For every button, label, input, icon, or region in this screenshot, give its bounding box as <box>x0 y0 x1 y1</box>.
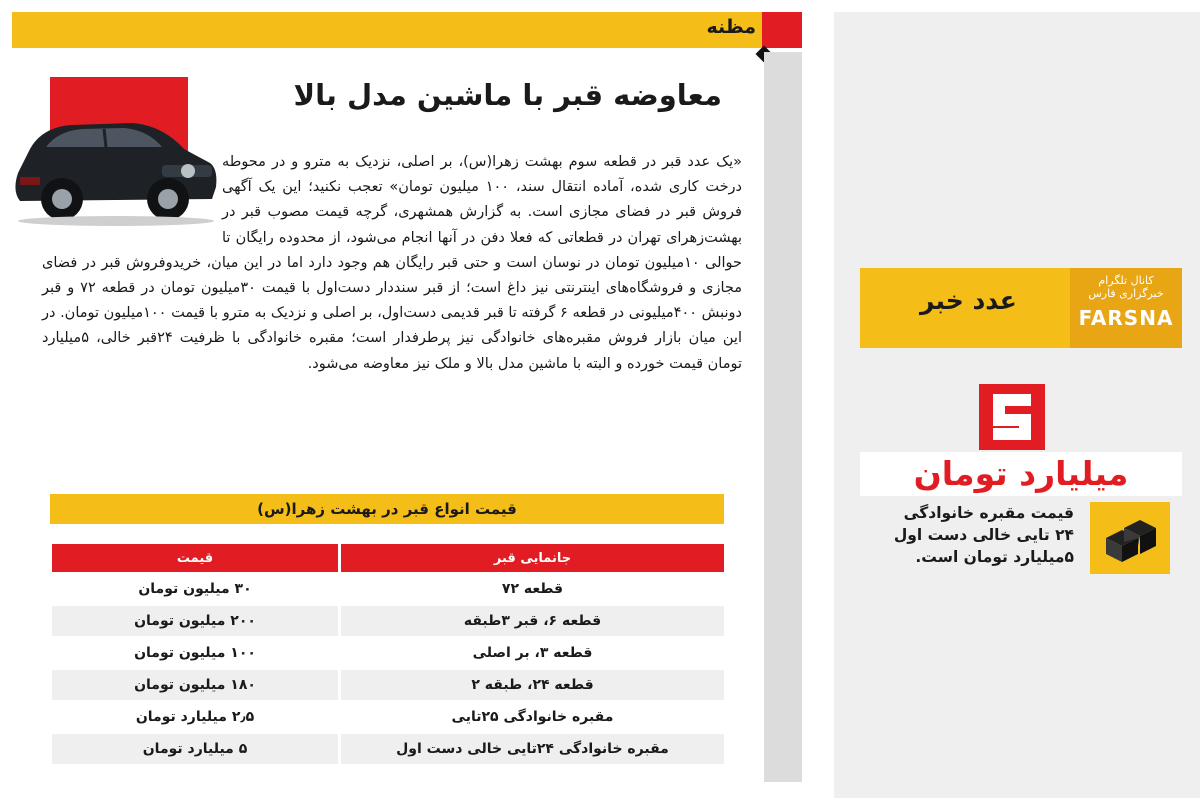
cell-location: قطعه ۷۲ <box>338 574 724 604</box>
article-body-text: «یک عدد قبر در قطعه سوم بهشت زهرا(س)، بر اصلی، نزدیک به مترو و در محوطه درخت کاری شده، آماده انتقال سند، ۱۰۰ میلیون تومان» تعجب نکنید؛ این یک آگهی فروش قبر در فضای مجازی است. به گزارش همشهری، گرچه قیمت مصوب قبر در بهشت‌زهرای تهران در قطعاتی که فعلا دفن در آنها انجام می‌شود، از محدوده رایگان تا حوالی ۱۰میلیون تومان در نوسان است و حتی قبر رایگان هم وجود دارد اما در این میان، خریدوفروش قبر در فضای مجازی و فروشگاه‌های اینترنتی نیز داغ است؛ از قبر سنددار دست‌اول با قیمت ۳۰میلیون تومان در قطعه ۷۲ و قبر دونبش ۴۰۰میلیونی در قطعه ۶ گرفته تا قبر قدیمی دست‌اول، بر اصلی و نزدیک به مترو با قیمت ۱۰۰میلیون تومان. در این میان بازار فروش مقبره‌های خانوادگی نیز پرطرفدار است؛ مقبره خانوادگی با ظرفیت ۲۴قبر خالی، ۵میلیارد تومان قیمت خورده و البته با ماشین مدل بالا و ملک نیز معاوضه می‌شود. <box>42 154 742 372</box>
table-row <box>52 734 724 764</box>
channel-line1: کانال تلگرام <box>1098 274 1154 287</box>
table-row <box>52 606 724 636</box>
header-price: قیمت <box>52 544 338 572</box>
cell-location: قطعه ۶، قبر ۳طبقه <box>338 606 724 636</box>
table-row <box>52 574 724 604</box>
unit-text: میلیارد تومان <box>913 454 1129 493</box>
cell-price: ۲٫۵ میلیارد تومان <box>135 709 255 725</box>
cell-location: مقبره خانوادگی ۲۵تایی <box>338 702 724 732</box>
table-title: قیمت انواع قبر در بهشت زهرا(س) <box>50 494 724 524</box>
price-table <box>52 542 724 766</box>
cell-price: ۱۰۰ میلیون تومان <box>134 645 256 661</box>
cell-price: ۲۰۰ میلیون تومان <box>52 606 338 636</box>
article-title: معاوضه قبر با ماشین مدل بالا <box>293 78 722 112</box>
farsna-channel-badge <box>1070 268 1182 348</box>
header-location: جانمایی قبر <box>338 544 724 572</box>
article-panel <box>12 12 802 782</box>
news-number-banner <box>860 268 1182 348</box>
news-number-caption: قیمت مقبره خانوادگی ۲۴ تایی خالی دست اول ۵میلیارد تومان است. <box>893 504 1074 566</box>
banner-title: عدد خبر <box>920 286 1017 315</box>
number-of-the-news-panel <box>834 12 1200 798</box>
table-header-row <box>52 544 724 572</box>
section-label: مظنه <box>706 16 756 38</box>
section-header-bar <box>12 12 762 48</box>
big-number-five <box>979 384 1045 450</box>
section-header-red-block <box>762 12 802 48</box>
cell-price: ۳۰ میلیون تومان <box>138 581 252 597</box>
cell-price: ۵ میلیارد تومان <box>52 734 338 764</box>
car-float-space <box>42 150 222 235</box>
table-row <box>52 670 724 700</box>
cell-price: ۱۸۰ میلیون تومان <box>52 670 338 700</box>
cell-location: قطعه ۳، بر اصلی <box>338 638 724 668</box>
stacked-boxes-icon <box>1090 502 1170 574</box>
cell-location: مقبره خانوادگی ۲۴تایی خالی دست اول <box>338 734 724 764</box>
article-body <box>42 150 742 377</box>
channel-brand: FARSNA <box>1078 306 1174 330</box>
channel-line2: خبرگزاری فارس <box>1088 287 1164 300</box>
table-row <box>52 702 724 732</box>
unit-box <box>860 452 1182 496</box>
side-strip <box>764 52 802 782</box>
table-row <box>52 638 724 668</box>
cell-location: قطعه ۲۴، طبقه ۲ <box>338 670 724 700</box>
